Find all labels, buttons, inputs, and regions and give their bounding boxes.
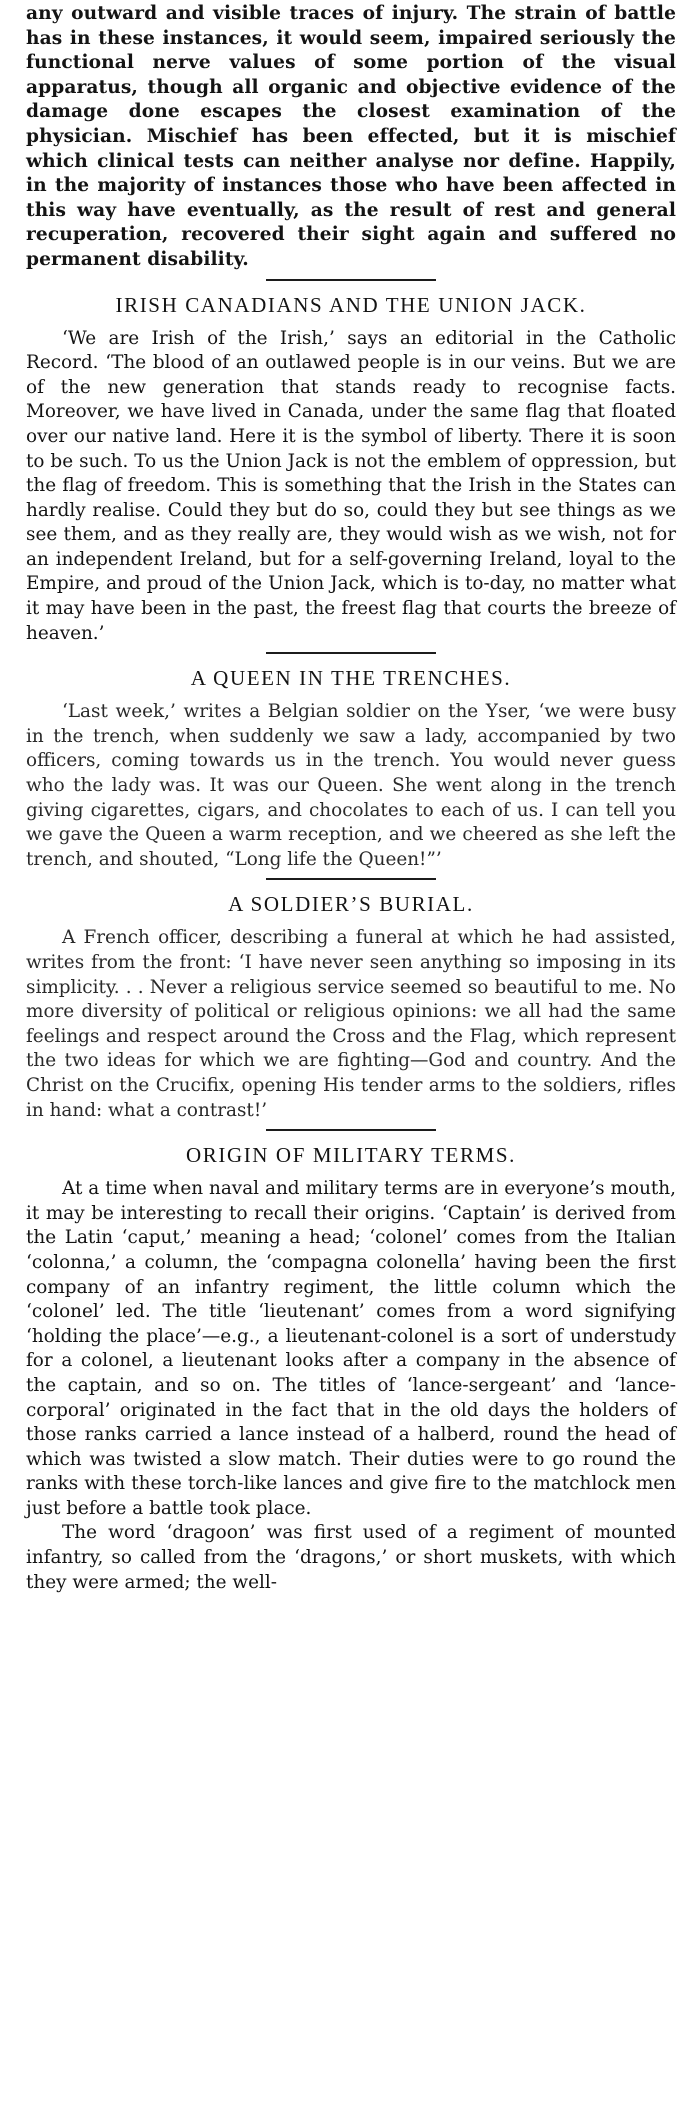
article-soldiers-burial xyxy=(26,878,676,1123)
section-divider xyxy=(266,279,436,281)
article-queen-in-trenches xyxy=(26,652,676,872)
section-divider xyxy=(266,1129,436,1131)
article-title: IRISH CANADIANS AND THE UNION JACK. xyxy=(115,292,587,317)
article-paragraph: A French officer, describing a funeral at which he had assisted, writes from the front: ‘I have never seen anything so imposing in its simplicity. . . Never a religious service seemed so beautiful to me. No more diversity of political or religious opinions: we all had the same feelings and respect around the Cross and the Flag, which represent the two ideas for which we are fighting—God and country. And the Christ on the Crucifix, opening His tender arms to the soldiers, rifles in hand: what a contrast!’ xyxy=(26,927,676,1121)
article-title: A SOLDIER’S BURIAL. xyxy=(228,892,474,917)
article-paragraph: ‘We are Irish of the Irish,’ says an editorial in the Catholic Record. ‘The blood of an outlawed people is in our veins. But we are of the new generation that stands ready to recognise facts. Moreover, we have lived in Canada, under the same flag that floated over our native land. Here it is the symbol of liberty. There it is soon to be such. To us the Union Jack is not the emblem of oppression, but the flag of freedom. This is something that the Irish in the States can hardly realise. Could they but do so, could they but see things as we see them, and as they really are, they would wish as we wish, not for an independent Ireland, but for a self-governing Ireland, loyal to the Empire, and proud of the Union Jack, which is to-day, no matter what it may have been in the past, the freest flag that courts the breeze of heaven.’ xyxy=(26,327,676,644)
article-paragraph: The word ‘dragoon’ was first used of a regiment of mounted infantry, so called from the ‘dragons,’ or short muskets, with which they were armed; the well- xyxy=(26,1522,676,1593)
section-divider xyxy=(266,652,436,654)
article-title: A QUEEN IN THE TRENCHES. xyxy=(190,666,512,691)
article-paragraph: ‘Last week,’ writes a Belgian soldier on the Yser, ‘we were busy in the trench, when suddenly we saw a lady, accompanied by two officers, coming towards us in the trench. You would never guess who the lady was. It was our Queen. She went along in the trench giving cigarettes, cigars, and chocolates to each of us. I can tell you we gave the Queen a warm reception, and we cheered as she left the trench, and shouted, “Long life the Queen!”’ xyxy=(26,701,676,870)
article-title: ORIGIN OF MILITARY TERMS. xyxy=(185,1143,516,1168)
article-paragraph: At a time when naval and military terms are in everyone’s mouth, it may be interesting to recall their origins. ‘Captain’ is derived from the Latin ‘caput,’ meaning a head; ‘colonel’ comes from the Italian ‘colonna,’ a column, the ‘compagna colonella’ having been the first company of an infantry regiment, the little column which the ‘colonel’ led. The title ‘lieutenant’ comes from a word signifying ‘holding the place’—e.g., a lieutenant-colonel is a sort of understudy for a colonel, a lieutenant looks after a company in the absence of the captain, and so on. The titles of ‘lance-sergeant’ and ‘lance-corporal’ originated in the fact that in the old days the holders of those ranks carried a lance instead of a halberd, round the head of which was twisted a slow match. Their duties were to go round the ranks with these torch-like lances and give fire to the matchlock men just before a battle took place. xyxy=(26,1178,676,1519)
article-military-terms xyxy=(26,1129,676,1595)
article-irish-canadians xyxy=(26,279,676,647)
section-divider xyxy=(266,878,436,880)
intro-paragraph: any outward and visible traces of injury. The strain of battle has in these instances, it would seem, impaired seriously the functional nerve values of some portion of the visual apparatus, though all organic and objective evidence of the damage done escapes the closest examination of the physician. Mischief has been effected, but it is mischief which clinical tests can neither analyse nor define. Happily, in the majority of instances those who have been affected in this way have eventually, as the result of rest and general recuperation, recovered their sight again and suffered no permanent disability. xyxy=(26,3,676,270)
